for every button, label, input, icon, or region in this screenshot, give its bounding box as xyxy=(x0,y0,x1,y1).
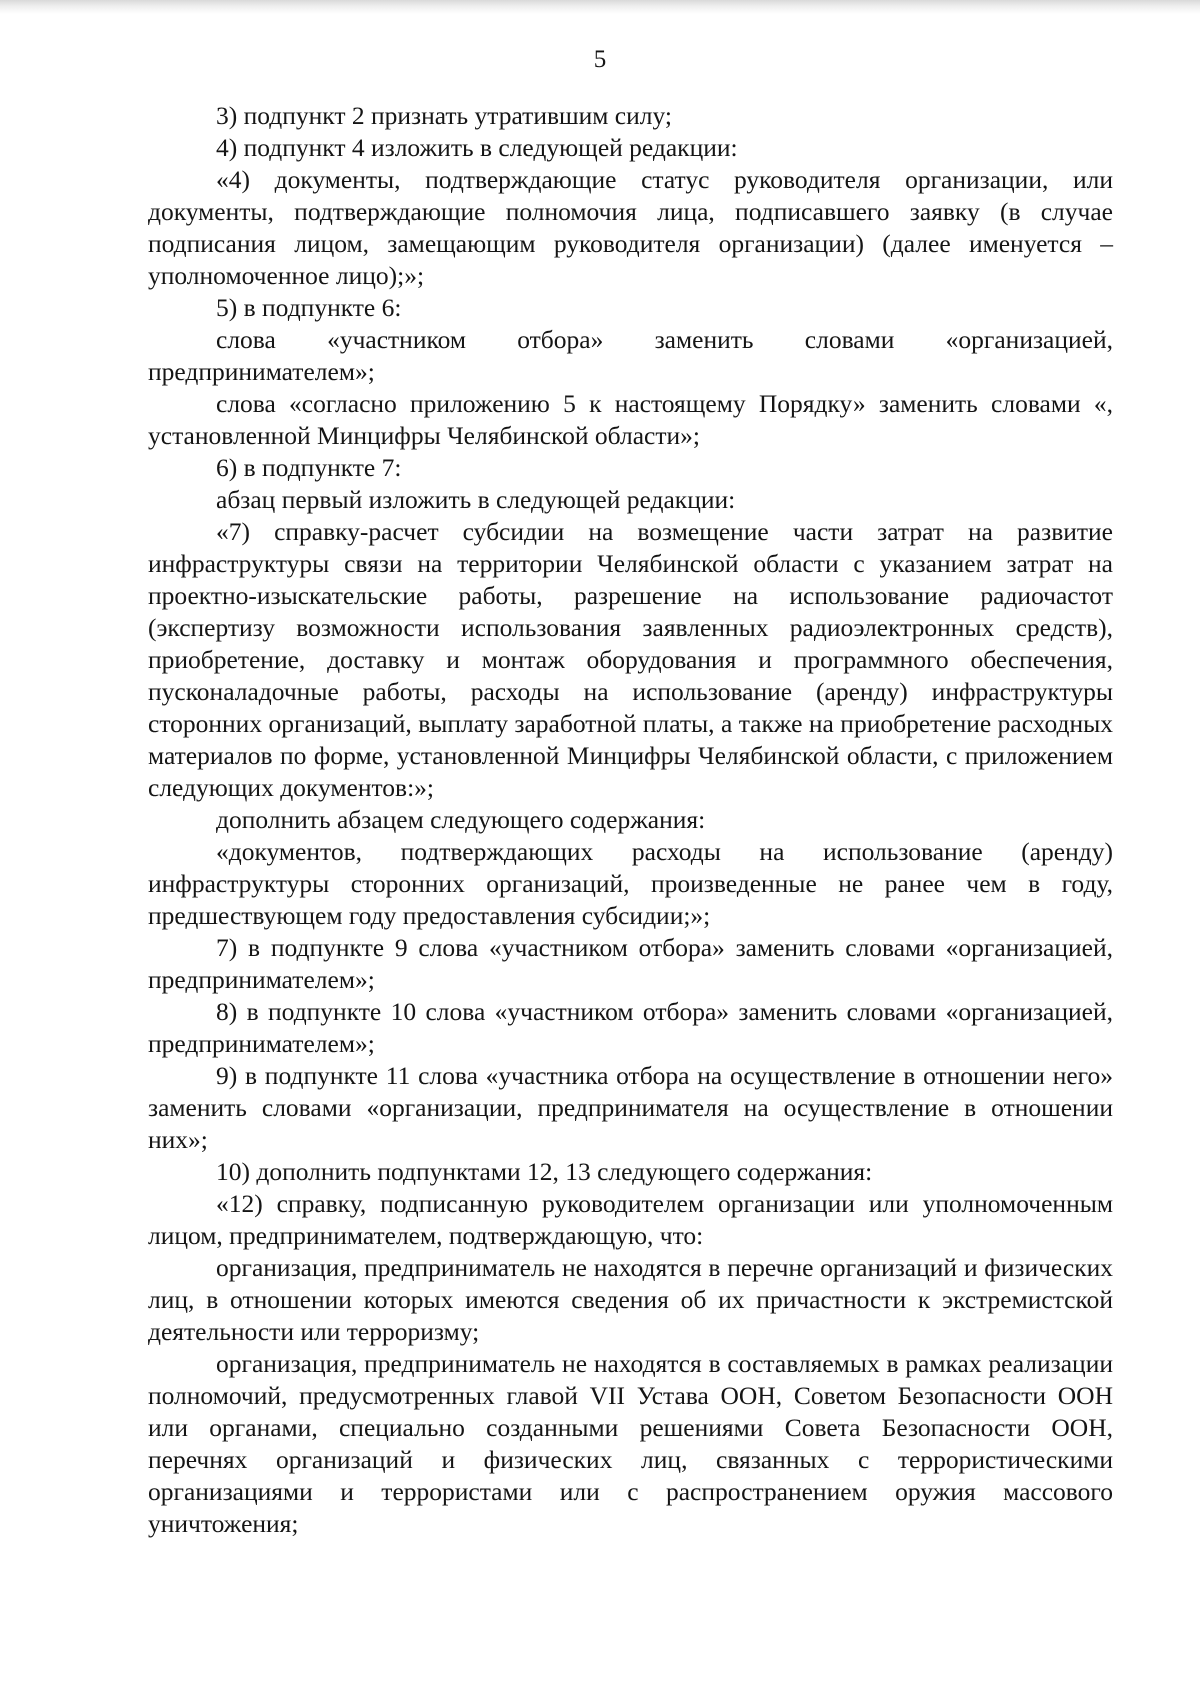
paragraph-5: слова «участником отбора» заменить словами «организацией, предпринимателем»; xyxy=(148,325,1113,386)
paragraph-13: 8) в подпункте 10 слова «участником отбора» заменить словами «организацией, предпринимателем»; xyxy=(148,997,1113,1058)
paragraph-6: слова «согласно приложению 5 к настоящему Порядку» заменить словами «, установленной Минцифры Челябинской области»; xyxy=(148,389,1113,450)
paragraph-11: «документов, подтверждающих расходы на использование (аренду) инфраструктуры сторонних организаций, произведенные не ранее чем в году, предшествующем году предоставления субсидии;»; xyxy=(148,837,1113,930)
paragraph-1: 3) подпункт 2 признать утратившим силу; xyxy=(216,101,672,130)
paragraph-3: «4) документы, подтверждающие статус руководителя организации, или документы, подтверждающие полномочия лица, подписавшего заявку (в случае подписания лицом, замещающим руководителя организации) (далее именуется – уполномоченное лицо);»; xyxy=(148,165,1113,290)
paragraph-2: 4) подпункт 4 изложить в следующей редакции: xyxy=(216,133,738,162)
paragraph-14: 9) в подпункте 11 слова «участника отбора на осуществление в отношении него» заменить словами «организации, предпринимателя на осуществление в отношении них»; xyxy=(148,1061,1113,1154)
document-body xyxy=(148,100,1113,1540)
paragraph-15: 10) дополнить подпунктами 12, 13 следующего содержания: xyxy=(216,1157,873,1186)
page-number: 5 xyxy=(593,46,607,73)
paragraph-4: 5) в подпункте 6: xyxy=(216,293,402,322)
scan-edge-shadow xyxy=(0,0,1200,14)
paragraph-10: дополнить абзацем следующего содержания: xyxy=(216,805,706,834)
paragraph-17: организация, предприниматель не находятся в перечне организаций и физических лиц, в отношении которых имеются сведения об их причастности к экстремистской деятельности или терроризму; xyxy=(148,1253,1113,1346)
paragraph-12: 7) в подпункте 9 слова «участником отбора» заменить словами «организацией, предпринимателем»; xyxy=(148,933,1113,994)
paragraph-16: «12) справку, подписанную руководителем организации или уполномоченным лицом, предпринимателем, подтверждающую, что: xyxy=(148,1189,1113,1250)
paragraph-7: 6) в подпункте 7: xyxy=(216,453,402,482)
paragraph-9: «7) справку-расчет субсидии на возмещение части затрат на развитие инфраструктуры связи на территории Челябинской области с указанием затрат на проектно-изыскательские работы, разрешение на использование радиочастот (экспертизу возможности использования заявленных радиоэлектронных средств), приобретение, доставку и монтаж оборудования и программного обеспечения, пусконаладочные работы, расходы на использование (аренду) инфраструктуры сторонних организаций, выплату заработной платы, а также на приобретение расходных материалов по форме, установленной Минцифры Челябинской области, с приложением следующих документов:»; xyxy=(148,517,1113,802)
paragraph-18: организация, предприниматель не находятся в составляемых в рамках реализации полномочий, предусмотренных главой VII Устава ООН, Советом Безопасности ООН или органами, специально созданными решениями Совета Безопасности ООН, перечнях организаций и физических лиц, связанных с террористическими организациями и террористами или с распространением оружия массового уничтожения; xyxy=(148,1349,1113,1538)
paragraph-8: абзац первый изложить в следующей редакции: xyxy=(216,485,736,514)
